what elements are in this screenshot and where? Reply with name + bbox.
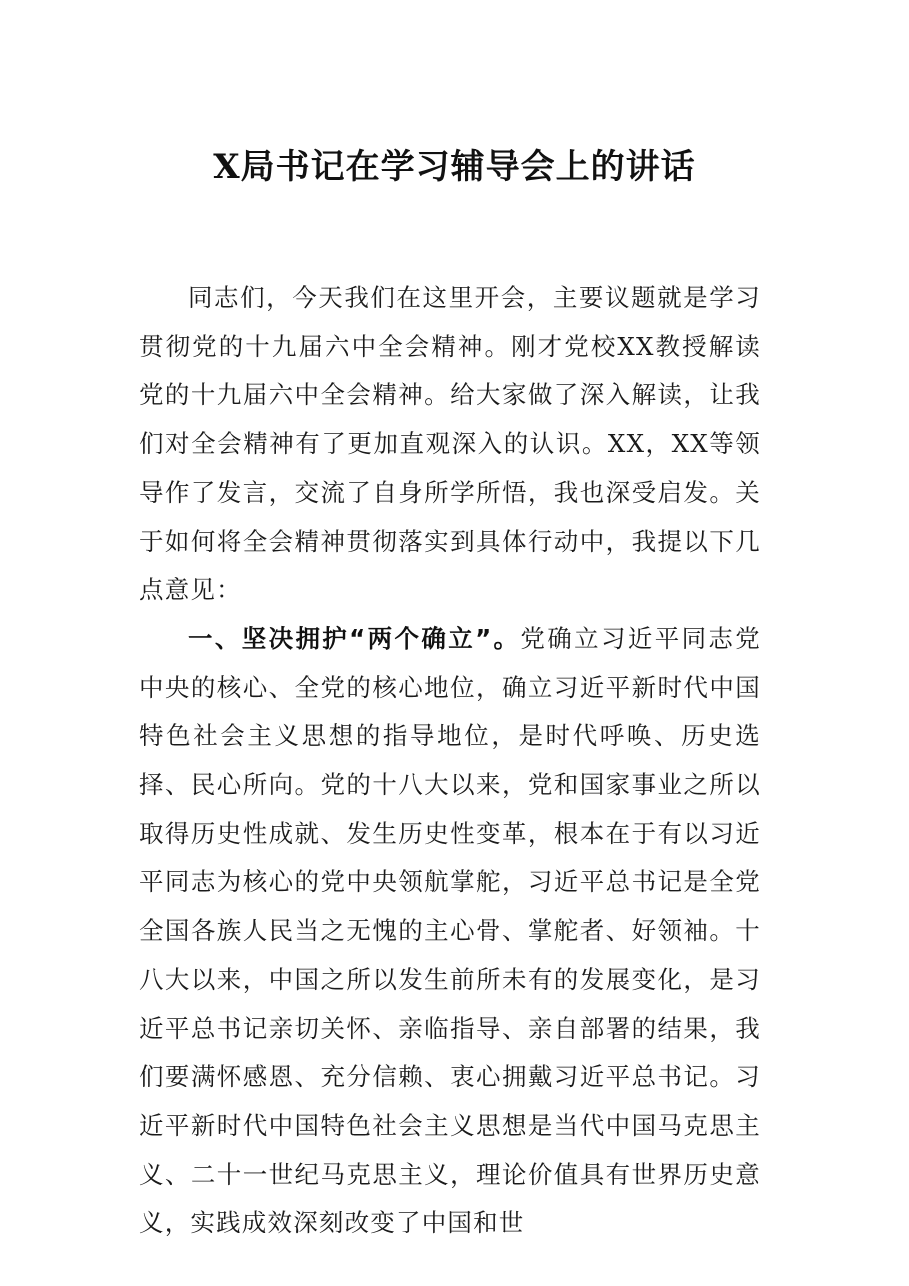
paragraph-section-1 <box>139 615 761 1248</box>
paragraph-text: 同志们，今天我们在这里开会，主要议题就是学习贯彻党的十九届六中全会精神。刚才党校XX教授解读党的十九届六中全会精神。给大家做了深入解读，让我们对全会精神有了更加直观深入的认识。XX，XX等领导作了发言，交流了自身所学所悟，我也深受启发。关于如何将全会精神贯彻落实到具体行动中，我提以下几点意见： <box>139 283 761 605</box>
section-heading: 一、坚决拥护“两个确立”。 <box>188 623 521 653</box>
document-body <box>139 274 761 1248</box>
document-title: X局书记在学习辅导会上的讲话 <box>213 147 696 187</box>
paragraph-text: 党确立习近平同志党中央的核心、全党的核心地位，确立习近平新时代中国特色社会主义思想的指导地位，是时代呼唤、历史选择、民心所向。党的十八大以来，党和国家事业之所以取得历史性成就、发生历史性变革，根本在于有以习近平同志为核心的党中央领航掌舵，习近平总书记是全党全国各族人民当之无愧的主心骨、掌舵者、好领袖。十八大以来，中国之所以发生前所未有的发展变化，是习近平总书记亲切关怀、亲临指导、亲自部署的结果，我们要满怀感恩、充分信赖、衷心拥戴习近平总书记。习近平新时代中国特色社会主义思想是当代中国马克思主义、二十一世纪马克思主义，理论价值具有世界历史意义，实践成效深刻改变了中国和世 <box>139 623 761 1238</box>
paragraph-intro <box>139 274 761 615</box>
